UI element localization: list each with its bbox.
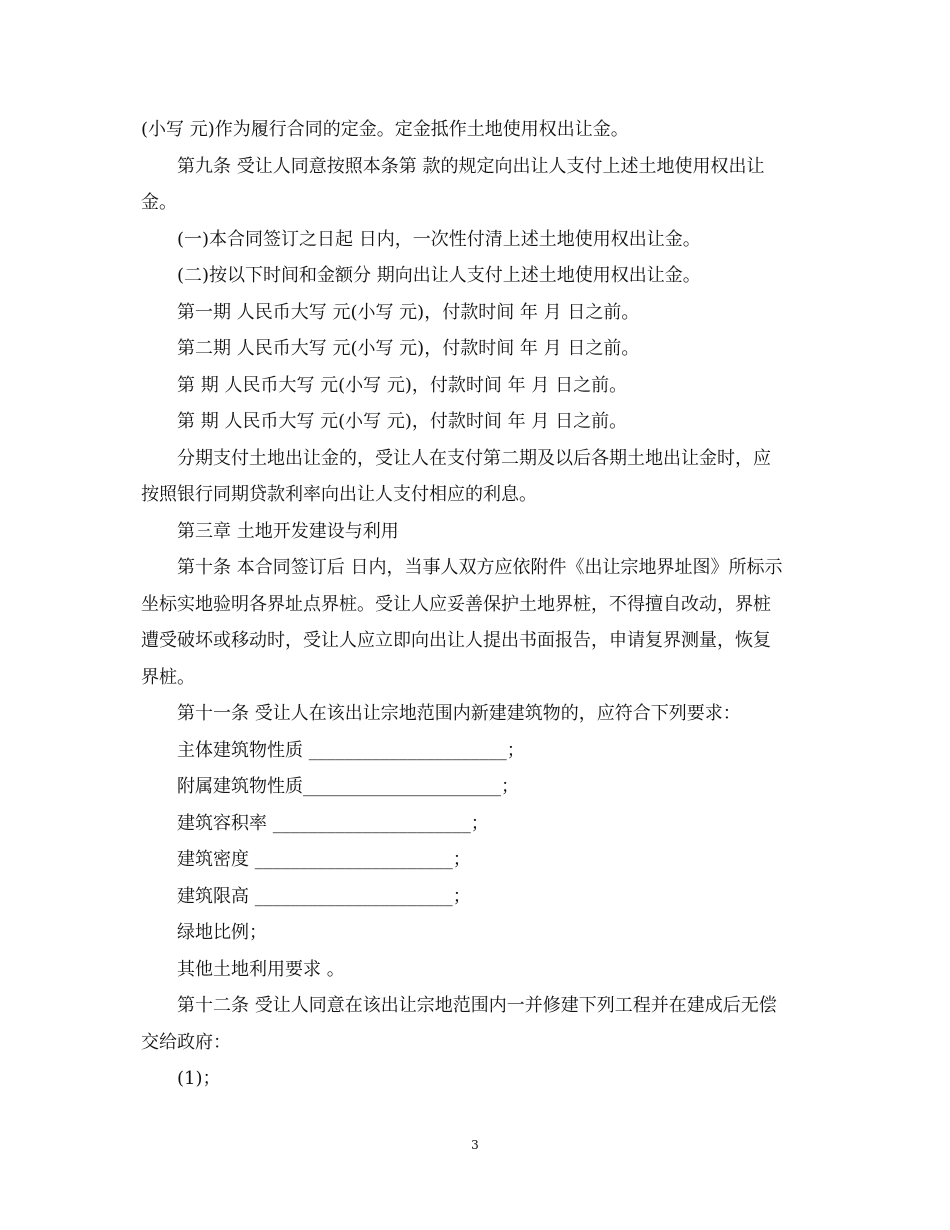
paragraph-line: 第十二条 受让人同意在该出让宗地范围内一并修建下列工程并在建成后无偿 xyxy=(177,995,777,1016)
paragraph-line: 坐标实地验明各界址点界桩。受让人应妥善保护土地界桩，不得擅自改动，界桩 xyxy=(141,593,771,615)
requirement-line: 绿地比例； xyxy=(177,922,267,943)
paragraph-line: 遭受破坏或移动时，受让人应立即向出让人提出书面报告，申请复界测量，恢复 xyxy=(141,630,771,651)
page-number: 3 xyxy=(471,1138,479,1152)
paragraph-line: 按照银行同期贷款利率向出让人支付相应的利息。 xyxy=(141,484,537,505)
paragraph-line: 第 期 人民币大写 元(小写 元)，付款时间 年 月 日之前。 xyxy=(177,411,628,432)
list-item: (1)； xyxy=(177,1068,221,1089)
requirement-line: 建筑容积率 ______________________； xyxy=(177,812,489,834)
requirement-line: 建筑密度 ______________________； xyxy=(177,849,471,870)
chapter-heading: 第三章 土地开发建设与利用 xyxy=(177,520,399,542)
paragraph-line: 第十条 本合同签订后 日内，当事人双方应依附件《出让宗地界址图》所标示 xyxy=(177,557,783,578)
paragraph-line: 第九条 受让人同意按照本条第 款的规定向出让人支付上述土地使用权出让 xyxy=(177,155,765,177)
paragraph-line: 第二期 人民币大写 元(小写 元)，付款时间 年 月 日之前。 xyxy=(177,338,640,359)
paragraph-line: 第一期 人民币大写 元(小写 元)，付款时间 年 月 日之前。 xyxy=(177,301,640,323)
paragraph-line: 交给政府： xyxy=(141,1031,231,1053)
paragraph-line: 第十一条 受让人在该出让宗地范围内新建建筑物的，应符合下列要求： xyxy=(177,703,741,724)
paragraph-line: (小写 元)作为履行合同的定金。定金抵作土地使用权出让金。 xyxy=(141,119,629,140)
requirement-line: 附属建筑物性质______________________； xyxy=(177,776,519,797)
paragraph-line: (一)本合同签订之日起 日内，一次性付清上述土地使用权出让金。 xyxy=(177,228,701,250)
document-body xyxy=(141,112,809,1098)
paragraph-line: (二)按以下时间和金额分 期向出让人支付上述土地使用权出让金。 xyxy=(177,265,701,286)
requirement-line: 其他土地利用要求 。 xyxy=(177,958,345,980)
requirement-line: 建筑限高 ______________________； xyxy=(177,885,471,907)
paragraph-line: 界桩。 xyxy=(141,666,195,688)
requirement-line: 主体建筑物性质 ______________________； xyxy=(177,739,525,761)
paragraph-line: 分期支付土地出让金的，受让人在支付第二期及以后各期土地出让金时，应 xyxy=(177,447,771,469)
paragraph-line: 第 期 人民币大写 元(小写 元)，付款时间 年 月 日之前。 xyxy=(177,374,628,396)
paragraph-line: 金。 xyxy=(141,192,177,213)
